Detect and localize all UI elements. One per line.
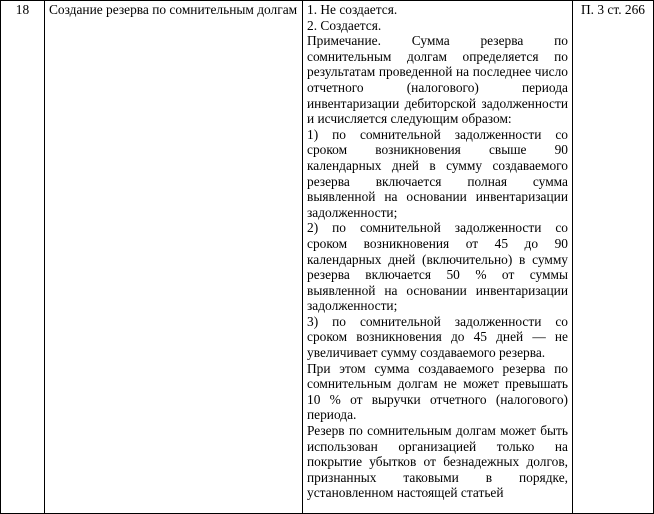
option-not-created: 1. Не создается. <box>307 2 398 17</box>
item-name-cell <box>45 1 303 514</box>
item-name: Создание резерва по сомнительным долгам <box>49 2 298 17</box>
rule-over-90-days: 1) по сомнительной задолженности со сроком возникновения свыше 90 календарных дней в сумму создаваемого резерва включается полная сумма выявленной на основании инвентаризации задолженности; <box>307 126 568 220</box>
reference-cell <box>573 1 654 514</box>
item-content-cell <box>303 1 573 514</box>
law-reference: П. 3 ст. 266 <box>581 2 645 17</box>
row-number: 18 <box>15 2 30 17</box>
option-created: 2. Создается. <box>307 17 382 33</box>
table-row <box>1 1 654 514</box>
rule-under-45-days: 3) по сомнительной задолженности со сроком возникновения до 45 дней — не увеличивает сумму создаваемого резерва. <box>307 313 568 361</box>
rule-45-to-90-days: 2) по сомнительной задолженности со сроком возникновения от 45 до 90 календарных дней (включительно) в сумму резерва включается 50 % от суммы выявленной на основании инвентаризации задолженности; <box>307 220 568 314</box>
row-number-cell <box>1 1 45 514</box>
note-paragraph: Примечание. Сумма резерва по сомнительным долгам определяется по результатам проведенной на последнее число отчетного (налогового) периода инвентаризации дебиторской задолженности и исчисляется следующим образом: <box>307 33 568 127</box>
reserve-limit-paragraph: При этом сумма создаваемого резерва по сомнительным долгам не может превышать 10 % от выручки отчетного (налогового) периода. <box>307 360 568 423</box>
reserve-usage-paragraph: Резерв по сомнительным долгам может быть использован организацией только на покрытие убытков от безнадежных долгов, признанных таковыми в порядке, установленном настоящей статьей <box>307 423 568 501</box>
